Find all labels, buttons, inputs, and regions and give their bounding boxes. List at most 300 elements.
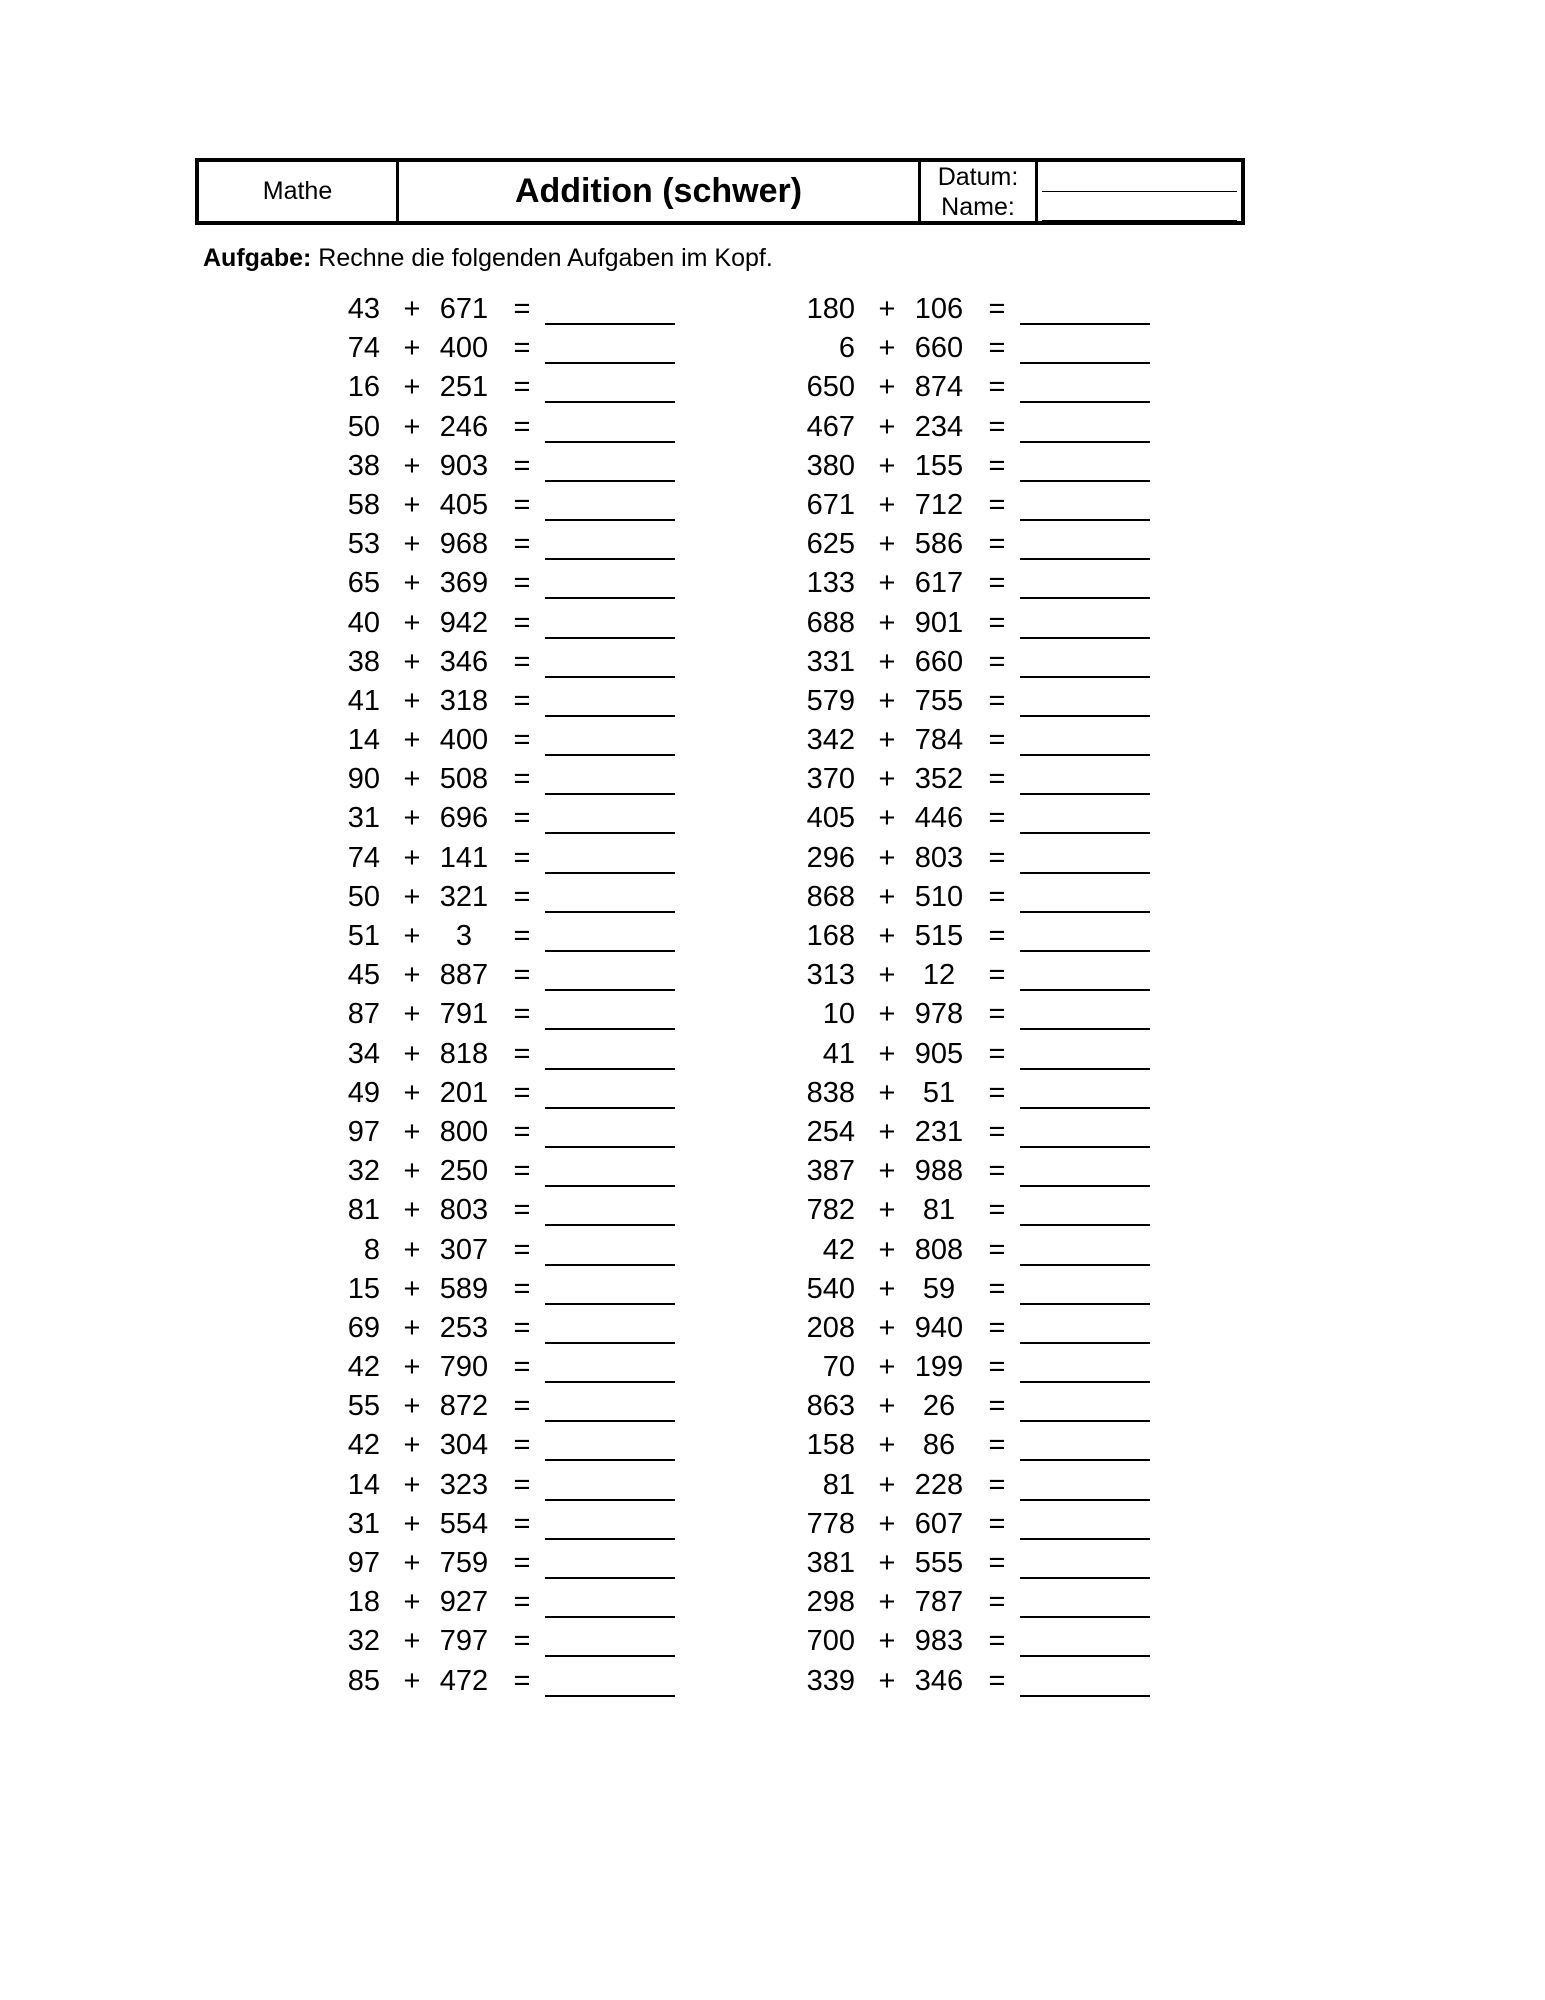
plus-sign: +: [403, 841, 421, 874]
answer-blank[interactable]: [545, 1420, 675, 1422]
problem-row: [320, 1663, 720, 1702]
equals-sign: =: [513, 1664, 531, 1697]
addend-first: 671: [806, 488, 855, 521]
answer-blank[interactable]: [545, 323, 675, 325]
answer-blank[interactable]: [545, 1577, 675, 1579]
equals-sign: =: [988, 371, 1006, 404]
problem-row: [795, 1467, 1195, 1506]
addend-first: 254: [806, 1115, 855, 1148]
equals-sign: =: [513, 410, 531, 443]
plus-sign: +: [403, 1194, 421, 1227]
answer-blank[interactable]: [545, 1616, 675, 1618]
addend-second: 968: [439, 528, 489, 561]
equals-sign: =: [988, 998, 1006, 1031]
plus-sign: +: [878, 880, 896, 913]
addend-second: 803: [439, 1194, 489, 1227]
addend-second: 369: [439, 567, 489, 600]
plus-sign: +: [403, 528, 421, 561]
addend-first: 81: [347, 1194, 380, 1227]
addend-second: 352: [914, 763, 964, 796]
answer-blank[interactable]: [1020, 1655, 1150, 1657]
problem-row: [795, 605, 1195, 644]
addend-second: 307: [439, 1233, 489, 1266]
addend-first: 863: [806, 1390, 855, 1423]
addend-first: 838: [806, 1076, 855, 1109]
problem-row: [320, 526, 720, 565]
equals-sign: =: [513, 841, 531, 874]
plus-sign: +: [403, 998, 421, 1031]
addend-first: 133: [806, 567, 855, 600]
addend-first: 38: [347, 449, 380, 482]
addend-second: 905: [914, 1037, 964, 1070]
plus-sign: +: [878, 1272, 896, 1305]
answer-blank[interactable]: [1020, 441, 1150, 443]
addend-first: 625: [806, 528, 855, 561]
addend-second: 246: [439, 410, 489, 443]
equals-sign: =: [513, 1625, 531, 1658]
answer-blank[interactable]: [545, 793, 675, 795]
addend-second: 942: [439, 606, 489, 639]
plus-sign: +: [878, 1155, 896, 1188]
problem-row: [320, 1114, 720, 1153]
addend-first: 97: [347, 1115, 380, 1148]
equals-sign: =: [988, 1390, 1006, 1423]
equals-sign: =: [988, 1351, 1006, 1384]
addend-first: 331: [806, 645, 855, 678]
plus-sign: +: [878, 1076, 896, 1109]
answer-blank[interactable]: [1020, 1224, 1150, 1226]
answer-blank[interactable]: [1020, 1107, 1150, 1109]
problem-row: [795, 1075, 1195, 1114]
answer-blank[interactable]: [545, 1342, 675, 1344]
problem-row: [320, 1388, 720, 1427]
answer-blank[interactable]: [1020, 1303, 1150, 1305]
date-field[interactable]: [1042, 163, 1237, 192]
addend-second: 784: [914, 724, 964, 757]
answer-blank[interactable]: [1020, 401, 1150, 403]
plus-sign: +: [878, 371, 896, 404]
addend-second: 554: [439, 1507, 489, 1540]
answer-blank[interactable]: [545, 1185, 675, 1187]
equals-sign: =: [988, 293, 1006, 325]
plus-sign: +: [403, 1037, 421, 1070]
addend-second: 405: [439, 488, 489, 521]
addend-second: 940: [914, 1311, 964, 1344]
answer-blank[interactable]: [545, 676, 675, 678]
answer-blank[interactable]: [545, 1028, 675, 1030]
addend-second: 790: [439, 1351, 489, 1384]
equals-sign: =: [513, 1037, 531, 1070]
addend-first: 65: [347, 567, 380, 600]
problem-row: [795, 369, 1195, 408]
plus-sign: +: [403, 1155, 421, 1188]
problem-row: [795, 1310, 1195, 1349]
addend-first: 42: [347, 1429, 380, 1462]
equals-sign: =: [988, 1076, 1006, 1109]
plus-sign: +: [403, 1468, 421, 1501]
addend-first: 41: [822, 1037, 855, 1070]
problem-row: [795, 1388, 1195, 1427]
addend-second: 321: [439, 880, 489, 913]
addend-second: 81: [922, 1194, 956, 1227]
plus-sign: +: [403, 1115, 421, 1148]
plus-sign: +: [878, 1233, 896, 1266]
problem-row: [320, 1232, 720, 1271]
date-label: Datum:: [937, 162, 1019, 191]
answer-blank[interactable]: [1020, 1577, 1150, 1579]
plus-sign: +: [878, 293, 896, 325]
problem-row: [795, 291, 1195, 330]
name-field[interactable]: [1042, 192, 1237, 221]
addend-second: 660: [914, 332, 964, 365]
plus-sign: +: [403, 1429, 421, 1462]
problem-row: [320, 1623, 720, 1662]
answer-blank[interactable]: [1020, 1185, 1150, 1187]
problem-row: [320, 761, 720, 800]
answer-blank[interactable]: [545, 1381, 675, 1383]
addend-second: 446: [914, 802, 964, 835]
answer-blank[interactable]: [1020, 715, 1150, 717]
answer-blank[interactable]: [545, 832, 675, 834]
problem-row: [795, 957, 1195, 996]
plus-sign: +: [878, 606, 896, 639]
answer-blank[interactable]: [1020, 323, 1150, 325]
addend-first: 34: [347, 1037, 380, 1070]
addend-first: 778: [806, 1507, 855, 1540]
plus-sign: +: [403, 959, 421, 992]
addend-second: 983: [914, 1625, 964, 1658]
problem-row: [320, 1467, 720, 1506]
problem-row: [320, 1036, 720, 1075]
addend-first: 42: [347, 1351, 380, 1384]
addend-second: 818: [439, 1037, 489, 1070]
title-cell: [399, 162, 921, 221]
equals-sign: =: [988, 488, 1006, 521]
addend-first: 6: [838, 332, 855, 365]
equals-sign: =: [513, 371, 531, 404]
addend-first: 387: [806, 1155, 855, 1188]
problem-row: [795, 565, 1195, 604]
answer-blank[interactable]: [1020, 1538, 1150, 1540]
plus-sign: +: [878, 763, 896, 796]
addend-first: 296: [806, 841, 855, 874]
problem-row: [320, 1271, 720, 1310]
equals-sign: =: [988, 841, 1006, 874]
problem-row: [795, 1584, 1195, 1623]
addend-second: 791: [439, 998, 489, 1031]
problem-row: [320, 1349, 720, 1388]
answer-blank[interactable]: [1020, 1420, 1150, 1422]
problem-row: [320, 1427, 720, 1466]
plus-sign: +: [878, 332, 896, 365]
equals-sign: =: [513, 1233, 531, 1266]
answer-blank[interactable]: [545, 1695, 675, 1697]
equals-sign: =: [513, 606, 531, 639]
addend-second: 400: [439, 724, 489, 757]
answer-blank[interactable]: [545, 401, 675, 403]
addend-first: 43: [347, 293, 380, 325]
subject-cell: [199, 162, 399, 221]
problem-row: [795, 1663, 1195, 1702]
answer-blank[interactable]: [545, 715, 675, 717]
subject-label: Mathe: [262, 177, 333, 205]
addend-first: 97: [347, 1547, 380, 1579]
addend-second: 671: [439, 293, 489, 325]
answer-blank[interactable]: [545, 558, 675, 560]
date-name-fields: [1038, 162, 1241, 221]
plus-sign: +: [403, 1390, 421, 1423]
answer-blank[interactable]: [1020, 362, 1150, 364]
addend-second: 141: [439, 841, 489, 874]
answer-blank[interactable]: [545, 754, 675, 756]
addend-first: 74: [347, 841, 380, 874]
problem-row: [320, 1153, 720, 1192]
answer-blank[interactable]: [1020, 872, 1150, 874]
equals-sign: =: [988, 1037, 1006, 1070]
equals-sign: =: [988, 724, 1006, 757]
answer-blank[interactable]: [545, 1146, 675, 1148]
equals-sign: =: [513, 724, 531, 757]
addend-first: 313: [806, 959, 855, 992]
equals-sign: =: [988, 1586, 1006, 1619]
plus-sign: +: [878, 1468, 896, 1501]
answer-blank[interactable]: [545, 989, 675, 991]
plus-sign: +: [878, 645, 896, 678]
problem-row: [795, 644, 1195, 683]
addend-second: 155: [914, 449, 964, 482]
equals-sign: =: [988, 1625, 1006, 1658]
answer-blank[interactable]: [545, 519, 675, 521]
plus-sign: +: [878, 1547, 896, 1579]
equals-sign: =: [988, 1155, 1006, 1188]
answer-blank[interactable]: [545, 362, 675, 364]
answer-blank[interactable]: [545, 950, 675, 952]
answer-blank[interactable]: [1020, 1028, 1150, 1030]
addend-second: 251: [439, 371, 489, 404]
problem-row: [795, 1192, 1195, 1231]
addend-first: 700: [806, 1625, 855, 1658]
addend-first: 342: [806, 724, 855, 757]
answer-blank[interactable]: [1020, 637, 1150, 639]
addend-first: 51: [347, 920, 380, 952]
equals-sign: =: [513, 1351, 531, 1384]
answer-blank[interactable]: [1020, 480, 1150, 482]
addend-first: 208: [806, 1311, 855, 1344]
problem-row: [320, 1506, 720, 1545]
addend-first: 14: [347, 724, 380, 757]
addend-first: 41: [347, 684, 380, 717]
answer-blank[interactable]: [1020, 1616, 1150, 1618]
addend-first: 32: [347, 1155, 380, 1188]
problem-row: [795, 722, 1195, 761]
answer-blank[interactable]: [545, 637, 675, 639]
problem-row: [320, 840, 720, 879]
addend-second: 874: [914, 371, 964, 404]
answer-blank[interactable]: [545, 441, 675, 443]
problem-row: [320, 1075, 720, 1114]
answer-blank[interactable]: [1020, 1068, 1150, 1070]
equals-sign: =: [513, 1311, 531, 1344]
equals-sign: =: [988, 959, 1006, 992]
answer-blank[interactable]: [1020, 1499, 1150, 1501]
problem-row: [795, 526, 1195, 565]
answer-blank[interactable]: [545, 1107, 675, 1109]
addend-second: 712: [914, 488, 964, 521]
addend-first: 339: [806, 1664, 855, 1697]
answer-blank[interactable]: [1020, 676, 1150, 678]
left-problem-column: [320, 291, 720, 1702]
addend-first: 70: [822, 1351, 855, 1384]
addend-second: 797: [439, 1625, 489, 1658]
addend-first: 10: [822, 998, 855, 1031]
addend-first: 50: [347, 880, 380, 913]
addend-second: 472: [439, 1664, 489, 1697]
answer-blank[interactable]: [1020, 754, 1150, 756]
equals-sign: =: [513, 684, 531, 717]
plus-sign: +: [878, 1194, 896, 1227]
equals-sign: =: [988, 528, 1006, 561]
problem-row: [795, 1232, 1195, 1271]
answer-blank[interactable]: [1020, 519, 1150, 521]
addend-first: 31: [347, 802, 380, 835]
answer-blank[interactable]: [545, 1264, 675, 1266]
addend-second: 12: [922, 959, 956, 992]
addend-first: 42: [822, 1233, 855, 1266]
addend-first: 31: [347, 1507, 380, 1540]
equals-sign: =: [513, 959, 531, 992]
equals-sign: =: [988, 1547, 1006, 1579]
addend-second: 803: [914, 841, 964, 874]
answer-blank[interactable]: [545, 1068, 675, 1070]
page-title: Addition (schwer): [514, 172, 803, 210]
plus-sign: +: [403, 1625, 421, 1658]
addend-first: 782: [806, 1194, 855, 1227]
addend-second: 586: [914, 528, 964, 561]
plus-sign: +: [878, 1625, 896, 1658]
problem-row: [795, 683, 1195, 722]
problem-row: [320, 1192, 720, 1231]
answer-blank[interactable]: [545, 872, 675, 874]
problem-row: [320, 605, 720, 644]
addend-second: 234: [914, 410, 964, 443]
answer-blank[interactable]: [1020, 1264, 1150, 1266]
addend-second: 607: [914, 1507, 964, 1540]
addend-first: 87: [347, 998, 380, 1031]
answer-blank[interactable]: [1020, 1146, 1150, 1148]
plus-sign: +: [878, 1037, 896, 1070]
plus-sign: +: [878, 959, 896, 992]
answer-blank[interactable]: [1020, 1459, 1150, 1461]
answer-blank[interactable]: [545, 1538, 675, 1540]
problem-row: [795, 330, 1195, 369]
answer-blank[interactable]: [1020, 1695, 1150, 1697]
answer-blank[interactable]: [1020, 1381, 1150, 1383]
addend-second: 787: [914, 1586, 964, 1619]
answer-blank[interactable]: [545, 1655, 675, 1657]
date-name-labels: [921, 162, 1038, 221]
problem-row: [320, 369, 720, 408]
addend-first: 85: [347, 1664, 380, 1697]
answer-blank[interactable]: [1020, 989, 1150, 991]
problem-row: [795, 1271, 1195, 1310]
plus-sign: +: [403, 645, 421, 678]
addend-second: 555: [914, 1547, 964, 1579]
answer-blank[interactable]: [1020, 911, 1150, 913]
addend-second: 978: [914, 998, 964, 1031]
equals-sign: =: [988, 1115, 1006, 1148]
addend-first: 405: [806, 802, 855, 835]
addend-first: 49: [347, 1076, 380, 1109]
equals-sign: =: [988, 880, 1006, 913]
problem-row: [320, 996, 720, 1035]
problem-row: [320, 1310, 720, 1349]
answer-blank[interactable]: [545, 1499, 675, 1501]
problem-row: [320, 291, 720, 330]
addend-first: 40: [347, 606, 380, 639]
answer-blank[interactable]: [545, 1459, 675, 1461]
equals-sign: =: [513, 1468, 531, 1501]
equals-sign: =: [988, 332, 1006, 365]
answer-blank[interactable]: [1020, 1342, 1150, 1344]
equals-sign: =: [513, 1547, 531, 1579]
answer-blank[interactable]: [1020, 832, 1150, 834]
addend-second: 508: [439, 763, 489, 796]
addend-second: 323: [439, 1468, 489, 1501]
answer-blank[interactable]: [545, 597, 675, 599]
problem-row: [320, 722, 720, 761]
plus-sign: +: [878, 1115, 896, 1148]
right-problem-column: [795, 291, 1195, 1702]
answer-blank[interactable]: [1020, 597, 1150, 599]
addend-second: 660: [914, 645, 964, 678]
answer-blank[interactable]: [1020, 558, 1150, 560]
addend-second: 26: [922, 1390, 956, 1423]
answer-blank[interactable]: [545, 1303, 675, 1305]
addend-second: 318: [439, 684, 489, 717]
equals-sign: =: [988, 1468, 1006, 1501]
problem-row: [795, 879, 1195, 918]
plus-sign: +: [403, 332, 421, 365]
addend-first: 579: [806, 684, 855, 717]
problem-row: [795, 918, 1195, 957]
equals-sign: =: [988, 763, 1006, 796]
addend-first: 55: [347, 1390, 380, 1423]
addend-first: 53: [347, 528, 380, 561]
problem-row: [320, 448, 720, 487]
name-label: Name:: [941, 192, 1015, 221]
answer-blank[interactable]: [545, 480, 675, 482]
plus-sign: +: [403, 684, 421, 717]
addend-second: 304: [439, 1429, 489, 1462]
problem-row: [795, 1427, 1195, 1466]
addend-first: 688: [806, 606, 855, 639]
plus-sign: +: [403, 567, 421, 600]
answer-blank[interactable]: [1020, 950, 1150, 952]
answer-blank[interactable]: [545, 911, 675, 913]
plus-sign: +: [878, 724, 896, 757]
plus-sign: +: [878, 1507, 896, 1540]
answer-blank[interactable]: [545, 1224, 675, 1226]
equals-sign: =: [513, 920, 531, 952]
addend-second: 228: [914, 1468, 964, 1501]
equals-sign: =: [513, 1586, 531, 1619]
answer-blank[interactable]: [1020, 793, 1150, 795]
problem-row: [320, 879, 720, 918]
plus-sign: +: [403, 1311, 421, 1344]
addend-first: 540: [806, 1272, 855, 1305]
addend-second: 3: [455, 920, 473, 952]
plus-sign: +: [403, 371, 421, 404]
